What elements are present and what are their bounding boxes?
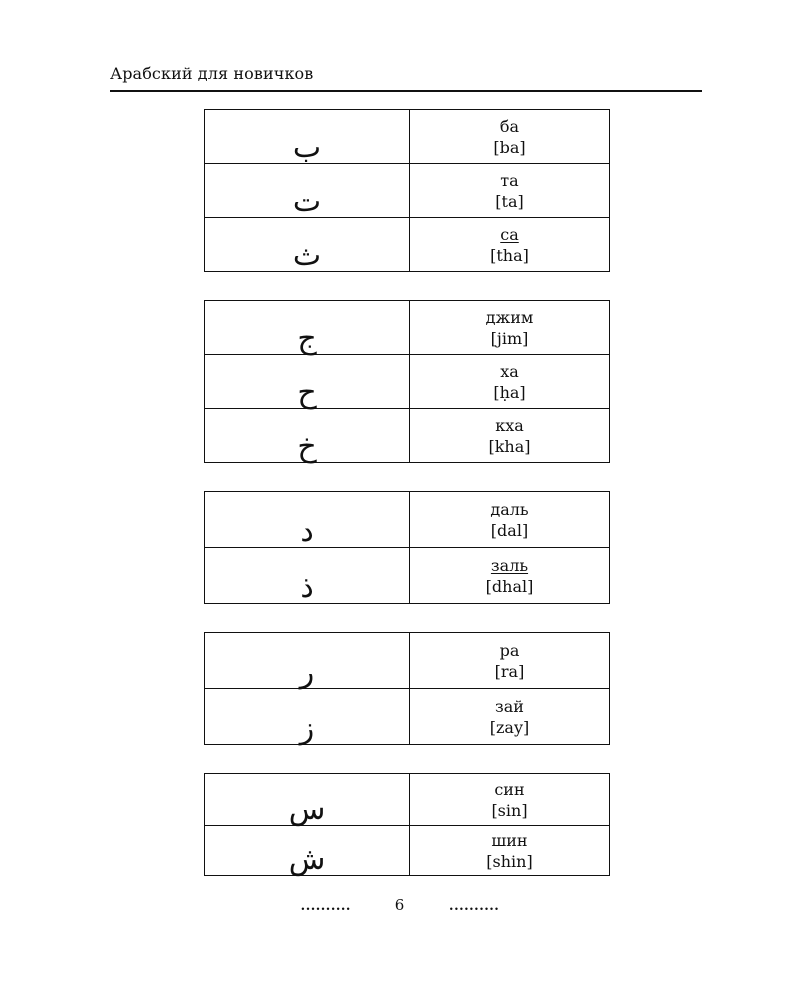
letter-name-cell <box>410 355 610 409</box>
letter-table-4 <box>204 632 610 745</box>
running-header: Арабский для новичков <box>110 64 314 83</box>
letter-translit: [ba] <box>493 137 526 157</box>
letter-name-cell <box>410 689 610 745</box>
letter-row <box>205 774 610 826</box>
letter-row <box>205 689 610 745</box>
letter-name-cell <box>410 110 610 164</box>
letter-name-cell <box>410 826 610 876</box>
letter-table-3 <box>204 491 610 604</box>
arabic-letter: ج <box>205 301 410 355</box>
letter-name: кха <box>495 415 524 435</box>
letter-name: джим <box>485 307 534 327</box>
arabic-letter: ح <box>205 355 410 409</box>
footer-dots-left: .......... <box>300 899 351 914</box>
header-rule <box>110 90 702 92</box>
letter-row <box>205 110 610 164</box>
letter-translit: [jim] <box>490 328 529 348</box>
letter-name: та <box>500 170 519 190</box>
arabic-letter: س <box>205 774 410 826</box>
letter-row <box>205 492 610 548</box>
letter-name-cell <box>410 492 610 548</box>
arabic-letter: ث <box>205 218 410 272</box>
letter-row <box>205 409 610 463</box>
letter-name-cell <box>410 218 610 272</box>
letter-row <box>205 218 610 272</box>
arabic-letter: ز <box>205 689 410 745</box>
letter-name-cell <box>410 548 610 604</box>
letter-name: са <box>500 224 519 244</box>
letter-translit: [dhal] <box>485 576 534 596</box>
arabic-letter: ب <box>205 110 410 164</box>
letter-translit: [ra] <box>494 661 525 681</box>
arabic-letter: ذ <box>205 548 410 604</box>
letter-name-cell <box>410 301 610 355</box>
letter-name-cell <box>410 633 610 689</box>
letter-row <box>205 826 610 876</box>
page-number: 6 <box>394 896 406 914</box>
letter-translit: [kha] <box>488 436 531 456</box>
arabic-letter: ر <box>205 633 410 689</box>
letter-row <box>205 301 610 355</box>
letter-name: даль <box>490 499 529 519</box>
letter-name: ра <box>499 640 520 660</box>
letter-table-2 <box>204 300 610 463</box>
letter-table-1 <box>204 109 610 272</box>
page-footer <box>0 896 800 914</box>
letter-name: шин <box>491 830 528 850</box>
letter-name-cell <box>410 774 610 826</box>
letter-translit: [ḥa] <box>493 382 526 402</box>
letter-row <box>205 548 610 604</box>
letter-translit: [tha] <box>490 245 529 265</box>
arabic-letter: ت <box>205 164 410 218</box>
letter-name: ба <box>499 116 520 136</box>
letter-translit: [sin] <box>491 800 528 820</box>
letter-translit: [zay] <box>489 717 530 737</box>
letter-name: ха <box>500 361 519 381</box>
letter-translit: [ta] <box>495 191 524 211</box>
letter-row <box>205 355 610 409</box>
letter-name-cell <box>410 164 610 218</box>
letter-row <box>205 164 610 218</box>
arabic-letter: خ <box>205 409 410 463</box>
arabic-letter: ش <box>205 826 410 876</box>
letter-name-cell <box>410 409 610 463</box>
letter-translit: [shin] <box>486 851 533 871</box>
footer-dots-right: .......... <box>449 899 500 914</box>
letter-table-5 <box>204 773 610 876</box>
letter-name: заль <box>490 555 529 575</box>
letter-translit: [dal] <box>490 520 529 540</box>
arabic-letter: د <box>205 492 410 548</box>
letter-name: зай <box>495 696 524 716</box>
letter-name: син <box>494 779 525 799</box>
letter-row <box>205 633 610 689</box>
